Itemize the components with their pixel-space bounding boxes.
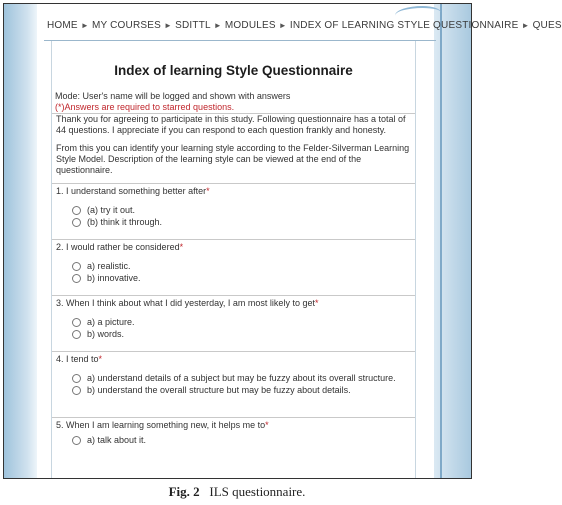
radio-button[interactable] <box>72 374 81 383</box>
radio-button[interactable] <box>72 386 81 395</box>
radio-button[interactable] <box>72 274 81 283</box>
intro-text <box>52 114 415 176</box>
left-decorative-strip <box>4 4 37 478</box>
question-text: 2. I would rather be considered* <box>56 242 184 252</box>
radio-button[interactable] <box>72 206 81 215</box>
question-text: 3. When I think about what I did yesterday, I am most likely to get* <box>56 298 319 308</box>
question-block <box>52 184 415 239</box>
answer-option[interactable]: (b) think it through. <box>72 216 411 228</box>
mode-text: Mode: User's name will be logged and shown with answers <box>55 91 291 101</box>
browser-frame <box>3 3 562 479</box>
breadcrumb-arrow-icon: ► <box>521 21 530 30</box>
caption-text: ILS questionnaire. <box>209 484 306 499</box>
breadcrumb <box>47 20 562 31</box>
page-title: Index of learning Style Questionnaire <box>114 63 353 78</box>
answer-option[interactable]: a) understand details of a subject but may be fuzzy about its overall structure. <box>72 372 411 384</box>
caption-label: Fig. 2 <box>168 484 200 499</box>
question-block <box>52 240 415 295</box>
required-note: (*)Answers are required to starred questions. <box>55 102 235 112</box>
breadcrumb-modules[interactable]: MODULES <box>224 20 276 31</box>
mode-info <box>52 91 415 113</box>
answer-option[interactable]: a) a picture. <box>72 316 411 328</box>
intro-paragraph: From this you can identify your learning style according to the Felder-Silverman Learning Style Model. Description of the learning style can be viewed at the end of the questionnaire. <box>56 143 410 175</box>
breadcrumb-arrow-icon: ► <box>278 21 287 30</box>
answer-option[interactable]: a) talk about it. <box>72 434 411 446</box>
question-block <box>52 352 415 417</box>
question-text: 5. When I am learning something new, it helps me to* <box>56 420 269 430</box>
question-text: 1. I understand something better after* <box>56 186 210 196</box>
answer-option[interactable]: b) innovative. <box>72 272 411 284</box>
breadcrumb-current: QUES <box>532 20 562 31</box>
breadcrumb-arrow-icon: ► <box>164 21 173 30</box>
breadcrumb-my-courses[interactable]: MY COURSES <box>91 20 161 31</box>
main-content <box>51 41 416 478</box>
breadcrumb-course[interactable]: SDITTL <box>175 20 211 31</box>
figure-caption <box>0 484 474 500</box>
answer-option[interactable]: (a) try it out. <box>72 204 411 216</box>
radio-button[interactable] <box>72 436 81 445</box>
radio-button[interactable] <box>72 262 81 271</box>
answer-option[interactable]: b) words. <box>72 328 411 340</box>
question-text: 4. I tend to* <box>56 354 103 364</box>
answer-option[interactable]: a) realistic. <box>72 260 411 272</box>
radio-button[interactable] <box>72 318 81 327</box>
breadcrumb-arrow-icon: ► <box>213 21 222 30</box>
breadcrumb-home[interactable]: HOME <box>47 20 78 31</box>
radio-button[interactable] <box>72 330 81 339</box>
right-decorative-strip <box>434 4 471 478</box>
breadcrumb-arrow-icon: ► <box>80 21 89 30</box>
intro-paragraph: Thank you for agreeing to participate in this study. Following questionnaire has a total of 44 questions. I appreciate if you can respond to each question frankly and honesty. <box>56 114 406 135</box>
radio-button[interactable] <box>72 218 81 227</box>
answer-option[interactable]: b) understand the overall structure but may be fuzzy about details. <box>72 384 411 396</box>
question-block <box>52 418 415 446</box>
question-block <box>52 296 415 351</box>
breadcrumb-questionnaire[interactable]: INDEX OF LEARNING STYLE QUESTIONNAIRE <box>289 20 519 31</box>
